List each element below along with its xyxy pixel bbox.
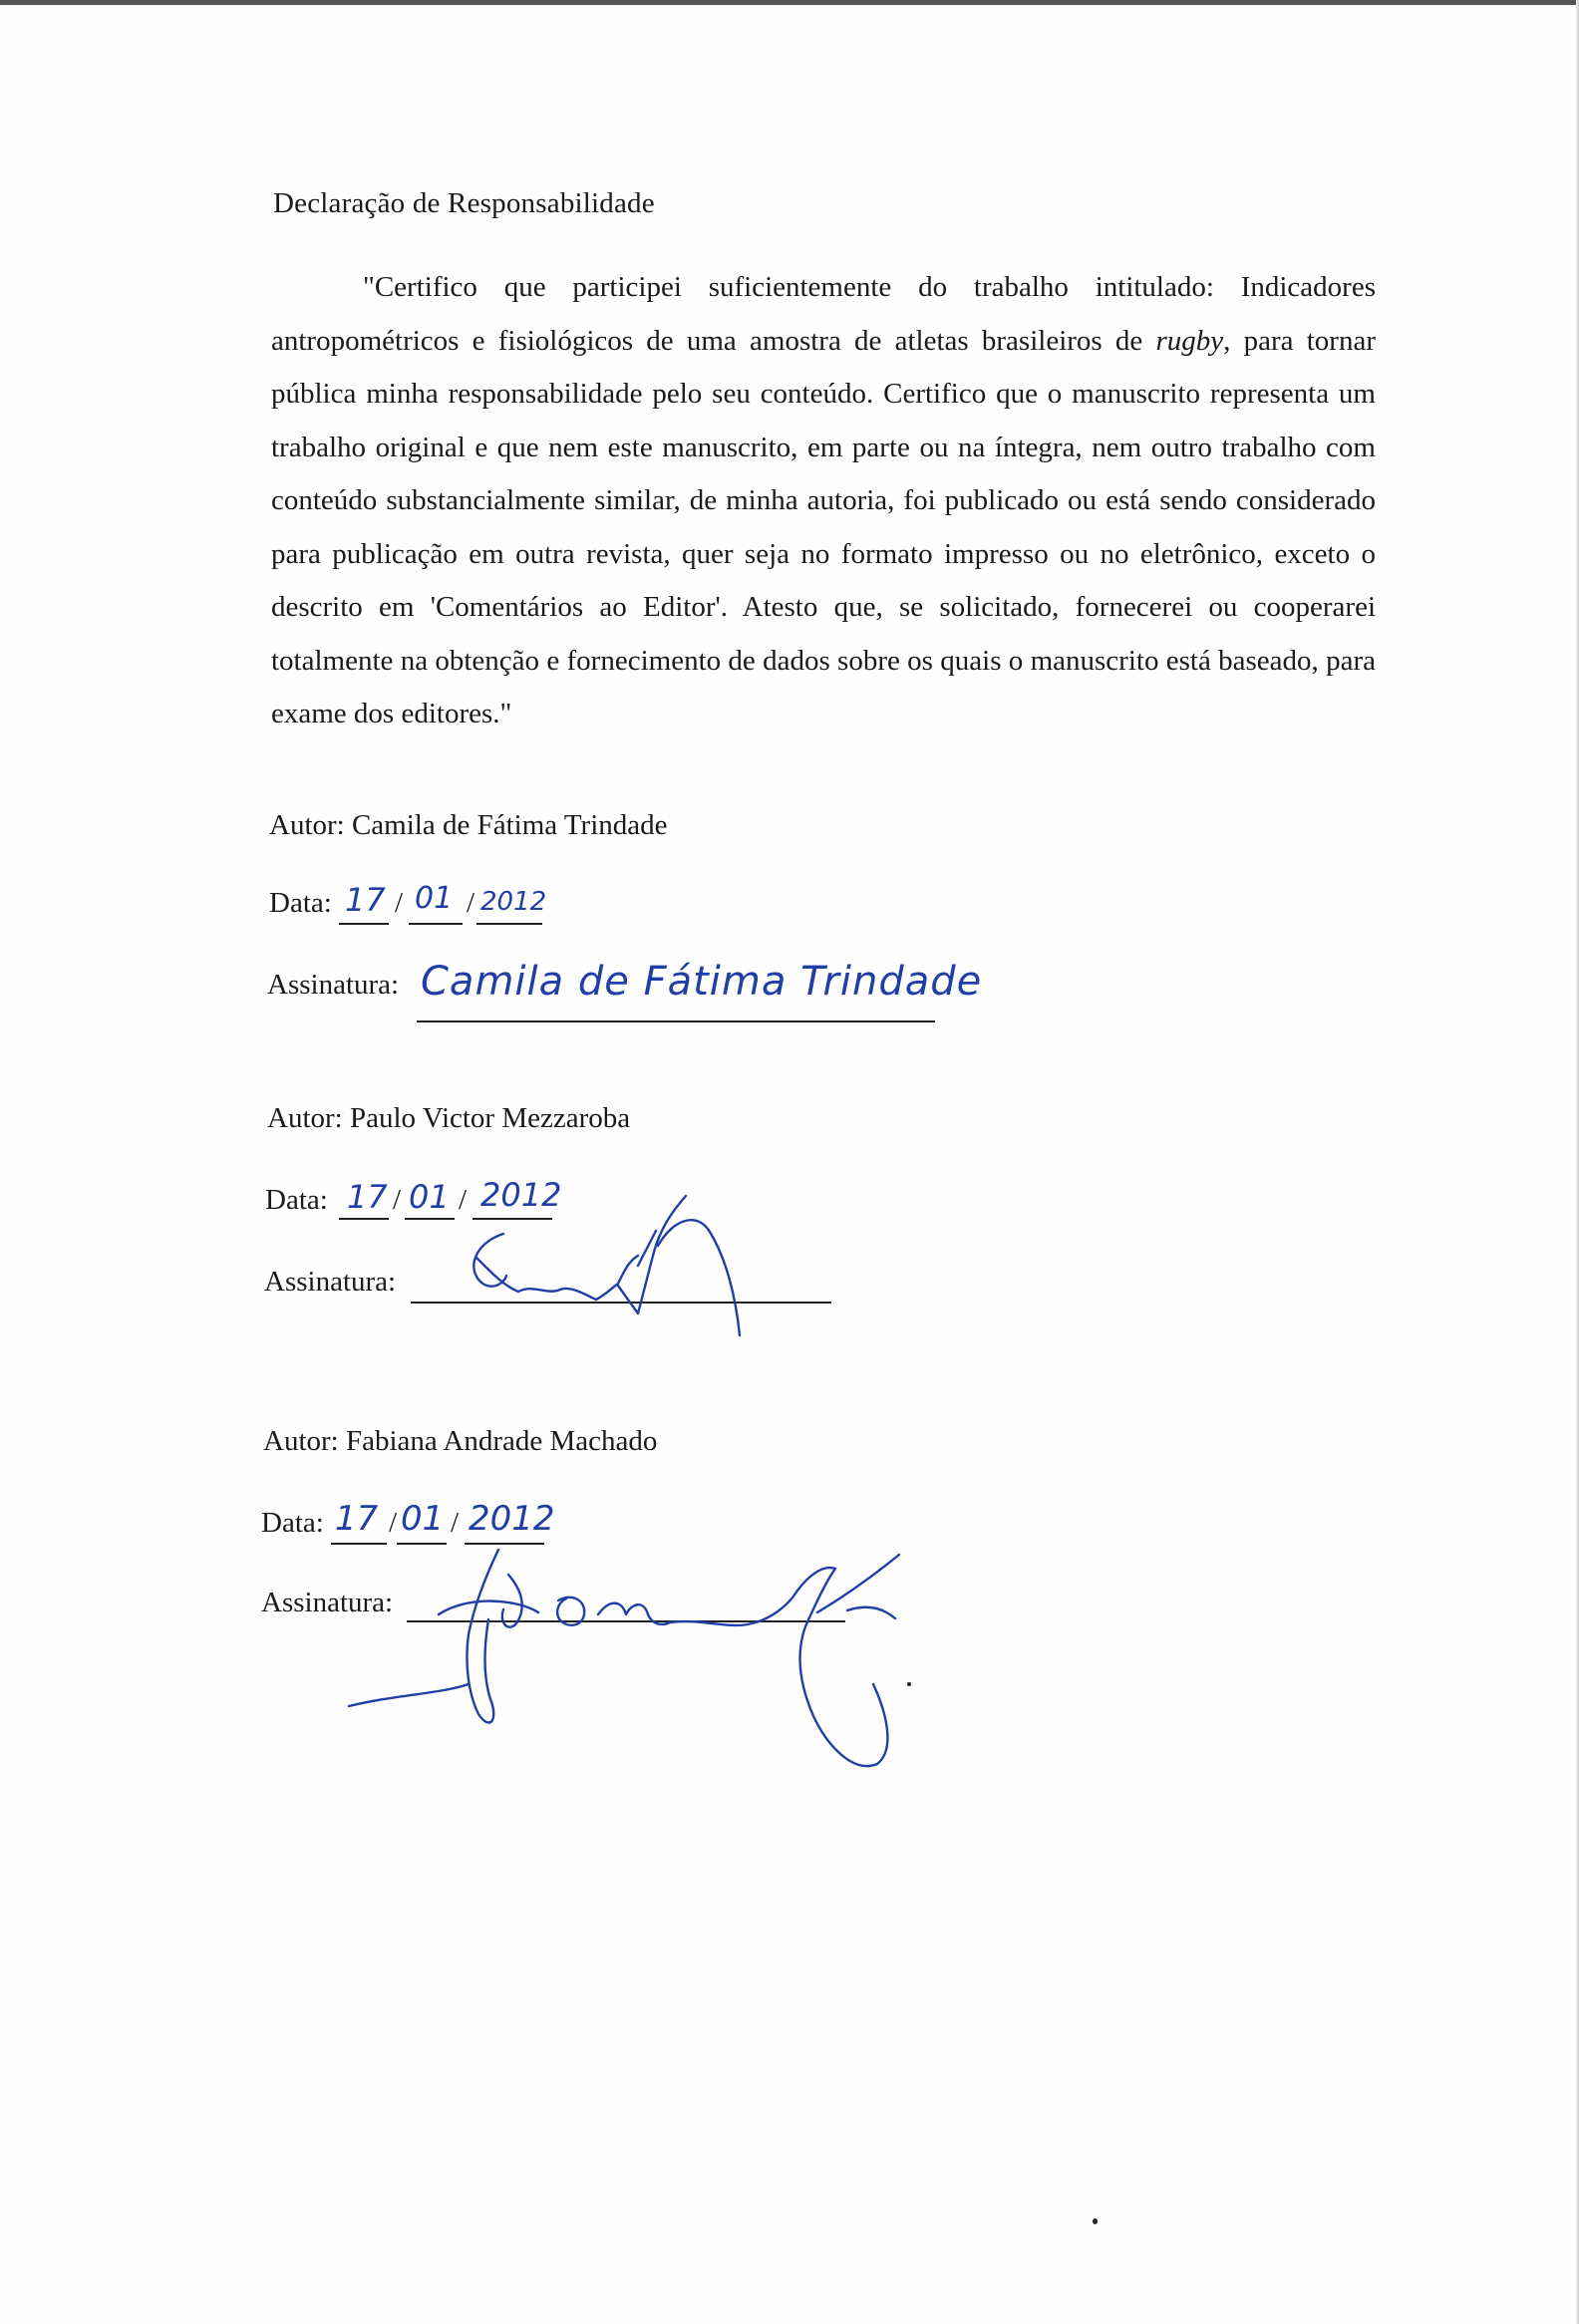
author-1-signature: Camila de Fátima Trindade <box>421 959 983 1005</box>
author-3-date-month: 01 <box>401 1499 445 1539</box>
author-2-date-day: 17 <box>347 1178 388 1216</box>
author-3-signature-label: Assinatura: <box>261 1587 394 1618</box>
author-2-signature-label: Assinatura: <box>264 1266 397 1298</box>
author-2-date-month: 01 <box>409 1178 450 1216</box>
author-1-date-label: Data: <box>269 887 332 919</box>
author-1-date-day: 17 <box>345 881 386 919</box>
author-2-name: Autor: Paulo Victor Mezzaroba <box>267 1102 631 1134</box>
author-3-date-sep1: / <box>389 1507 398 1539</box>
document-title: Declaração de Responsabilidade <box>273 187 655 219</box>
author-2-date-label: Data: <box>265 1184 328 1216</box>
declaration-text-end: , para tornar pública minha responsabilidade pelo seu conteúdo. Certifico que o manuscrito representa um trabalho original e que nem este manuscrito, em parte ou na íntegra, nem outro trabalho com conteúdo substancialmente similar, de minha autoria, foi publicado ou está sendo considerado para publicação em outra revista, quer seja no formato impresso ou no eletrônico, exceto o descrito em 'Comentários ao Editor'. Atesto que, se solicitado, fornecerei ou cooperarei totalmente na obtenção e fornecimento de dados sobre os quais o manuscrito está baseado, para exame dos editores." <box>271 324 1376 729</box>
author-2-date-sep1: / <box>393 1184 402 1216</box>
declaration-italic-word: rugby <box>1155 324 1224 357</box>
author-1-date-sep2: / <box>467 887 475 919</box>
author-1-date-month: 01 <box>415 881 454 916</box>
author-3-name: Autor: Fabiana Andrade Machado <box>263 1425 658 1457</box>
author-3-date-label: Data: <box>261 1507 324 1539</box>
author-2-date-sep2: / <box>459 1184 468 1216</box>
scan-speck <box>1093 2218 1098 2224</box>
author-1-date-year: 2012 <box>480 887 547 917</box>
author-2-date-year: 2012 <box>480 1176 562 1214</box>
author-1-signature-label: Assinatura: <box>267 969 400 1001</box>
author-1-name: Autor: Camila de Fátima Trindade <box>269 809 668 841</box>
author-3-date-day: 17 <box>335 1499 379 1539</box>
author-3-date-sep2: / <box>451 1507 460 1539</box>
declaration-text-start: "Certifico que participei suficientemente do trabalho intitulado: Indicadores antropométricos e fisiológicos de uma amostra de atletas brasileiros de <box>271 271 1376 357</box>
author-1-date-sep1: / <box>395 887 404 919</box>
author-3-date-year: 2012 <box>469 1499 555 1539</box>
scan-speck <box>907 1682 911 1686</box>
